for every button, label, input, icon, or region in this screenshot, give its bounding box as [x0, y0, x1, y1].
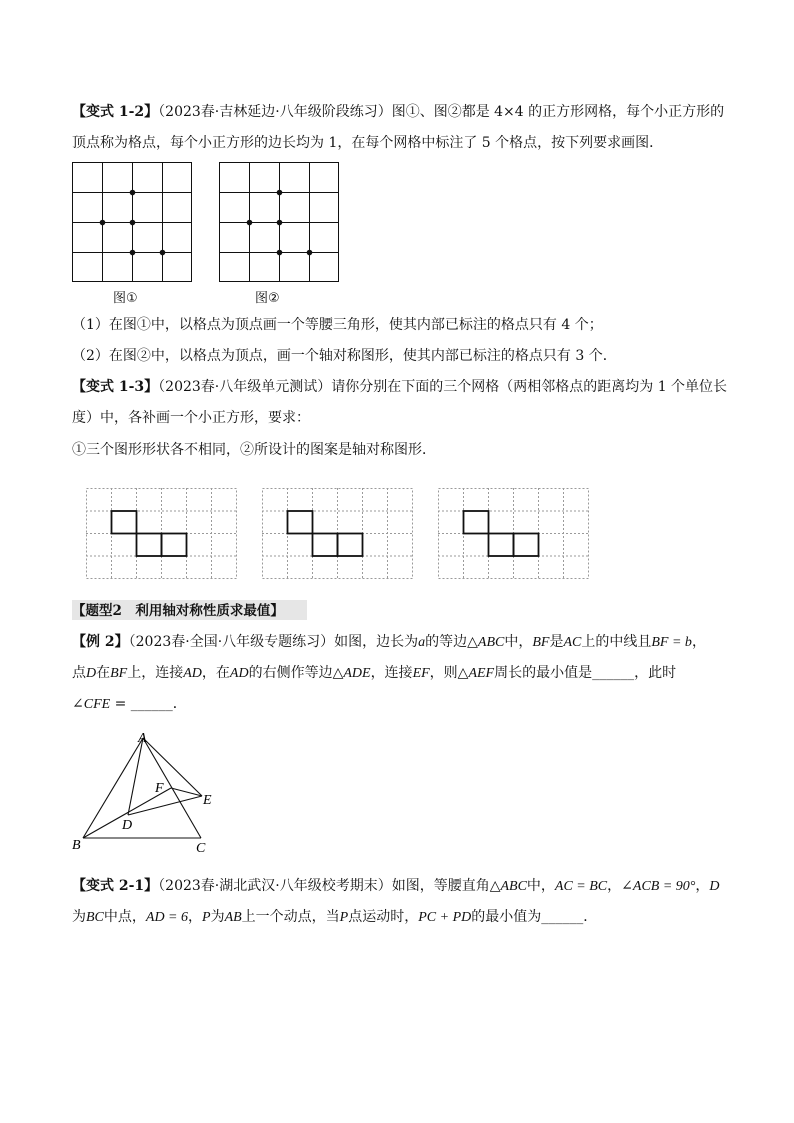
- math: △ABC: [489, 879, 527, 894]
- math: △AEF: [457, 666, 495, 681]
- math: a: [418, 635, 426, 650]
- math: AC: [563, 635, 582, 650]
- lattice-point: [130, 250, 136, 256]
- math: AB: [224, 910, 242, 925]
- math: D: [86, 666, 97, 681]
- lattice-point: [100, 220, 106, 226]
- text: ，: [695, 878, 710, 894]
- dotted-grid-1: [86, 488, 238, 580]
- label-a: A: [138, 731, 147, 746]
- lattice-point: [130, 220, 136, 226]
- lattice-point: [247, 220, 253, 226]
- v21-tag: 【变式 2-1】: [72, 878, 159, 894]
- text: ，: [607, 878, 622, 894]
- v12-line-2: 顶点称为格点，每个小正方形的边长均为 1，在每个网格中标注了 5 个格点，按下列要求画图．: [72, 135, 664, 151]
- math: AD: [229, 666, 249, 681]
- label-d: D: [122, 818, 133, 833]
- text: 为: [210, 909, 225, 925]
- v13-tag: 【变式 1-3】: [72, 379, 159, 395]
- v21-line-2: [72, 907, 597, 928]
- v13-line-3: ①三个图形形状各不相同，②所设计的图案是轴对称图形．: [72, 442, 436, 458]
- v21-line-1: [72, 876, 720, 897]
- v12-question-1: （1）在图①中，以格点为顶点画一个等腰三角形，使其内部已标注的格点只有 4 个；: [72, 317, 603, 333]
- v12-text-1: （2023春·吉林延边·八年级阶段练习）图①、图②都是 4×4 的正方形网格，每个小正方形的: [158, 104, 725, 120]
- text: = ______．: [110, 696, 187, 712]
- math: BC: [86, 910, 104, 925]
- text: 为: [72, 909, 86, 925]
- lattice-point: [277, 190, 283, 196]
- text: 中点，: [103, 909, 146, 925]
- fig2-caption: 图②: [255, 291, 280, 306]
- v13-text-1: （2023春·八年级单元测试）请你分别在下面的三个网格（两相邻格点的距离均为 1 个单位长: [158, 379, 728, 395]
- dotted-grid-2: [262, 488, 414, 580]
- v12-tag: 【变式 1-2】: [72, 104, 159, 120]
- label-e: E: [203, 793, 212, 808]
- text: 点运动时，: [348, 909, 419, 925]
- math: BF: [110, 666, 128, 681]
- text: ，: [691, 634, 706, 650]
- ex2-line-2: [72, 663, 676, 684]
- text: ，则: [429, 665, 458, 681]
- v13-line-1: [72, 377, 727, 397]
- math: D: [709, 879, 720, 894]
- text: 的等边: [425, 634, 468, 650]
- text: 中，: [504, 634, 533, 650]
- text: 中，: [526, 878, 555, 894]
- grid-figure-1: [72, 162, 192, 282]
- triangle-figure: [68, 726, 228, 856]
- text: 上一个动点，当: [241, 909, 340, 925]
- label-b: B: [72, 838, 81, 853]
- lattice-point: [160, 250, 166, 256]
- lattice-point: [307, 250, 313, 256]
- segment-ab: [83, 738, 143, 838]
- v12-question-2: （2）在图②中，以格点为顶点，画一个轴对称图形，使其内部已标注的格点只有 3 个．: [72, 348, 617, 364]
- dotted-grid-3: [438, 488, 590, 580]
- math: BF = b: [651, 635, 692, 650]
- text: 是: [549, 634, 564, 650]
- text: ，连接: [370, 665, 413, 681]
- fig1-caption: 图①: [113, 291, 138, 306]
- math: BF: [532, 635, 550, 650]
- math: ∠ACB = 90°: [621, 879, 696, 894]
- math: △ABC: [467, 635, 505, 650]
- figure-lines: [83, 738, 202, 838]
- v13-line-2: 度）中，各补画一个小正方形，要求：: [72, 410, 310, 426]
- math: P: [202, 910, 211, 925]
- text: 上的中线且: [581, 634, 652, 650]
- math: EF: [412, 666, 430, 681]
- given-squares: [464, 511, 539, 556]
- given-squares: [288, 511, 363, 556]
- lattice-point: [277, 250, 283, 256]
- text: 在: [96, 665, 111, 681]
- segment-ae: [143, 738, 202, 796]
- text: （2023春·湖北武汉·八年级校考期末）如图，等腰直角: [158, 878, 490, 894]
- text: 的最小值为______．: [471, 909, 598, 925]
- text: 点: [72, 665, 86, 681]
- math: AC = BC: [554, 879, 608, 894]
- section-banner: [72, 600, 307, 620]
- math: AD = 6: [145, 910, 188, 925]
- math: AD: [183, 666, 202, 681]
- math: △ADE: [332, 666, 371, 681]
- ex2-tag: 【例 2】: [72, 634, 129, 650]
- math: ∠CFE: [72, 697, 111, 712]
- ex2-line-3: [72, 694, 187, 715]
- section-title: 【题型2 利用轴对称性质求最值】: [72, 603, 284, 619]
- label-c: C: [196, 841, 206, 856]
- lattice-point: [277, 220, 283, 226]
- text: 周长的最小值是______，此时: [494, 665, 677, 681]
- text: 的右侧作等边: [248, 665, 333, 681]
- v12-line-1: [72, 102, 724, 122]
- math: PC + PD: [418, 910, 472, 925]
- grid-figure-2: [219, 162, 339, 282]
- text: ，在: [201, 665, 230, 681]
- math: P: [339, 910, 349, 925]
- lattice-point: [130, 190, 136, 196]
- ex2-line-1: [72, 632, 706, 653]
- given-squares: [112, 511, 187, 556]
- text: ，: [188, 909, 202, 925]
- label-f: F: [155, 781, 164, 796]
- text: 上，连接: [127, 665, 184, 681]
- text: （2023春·全国·八年级专题练习）如图，边长为: [128, 634, 419, 650]
